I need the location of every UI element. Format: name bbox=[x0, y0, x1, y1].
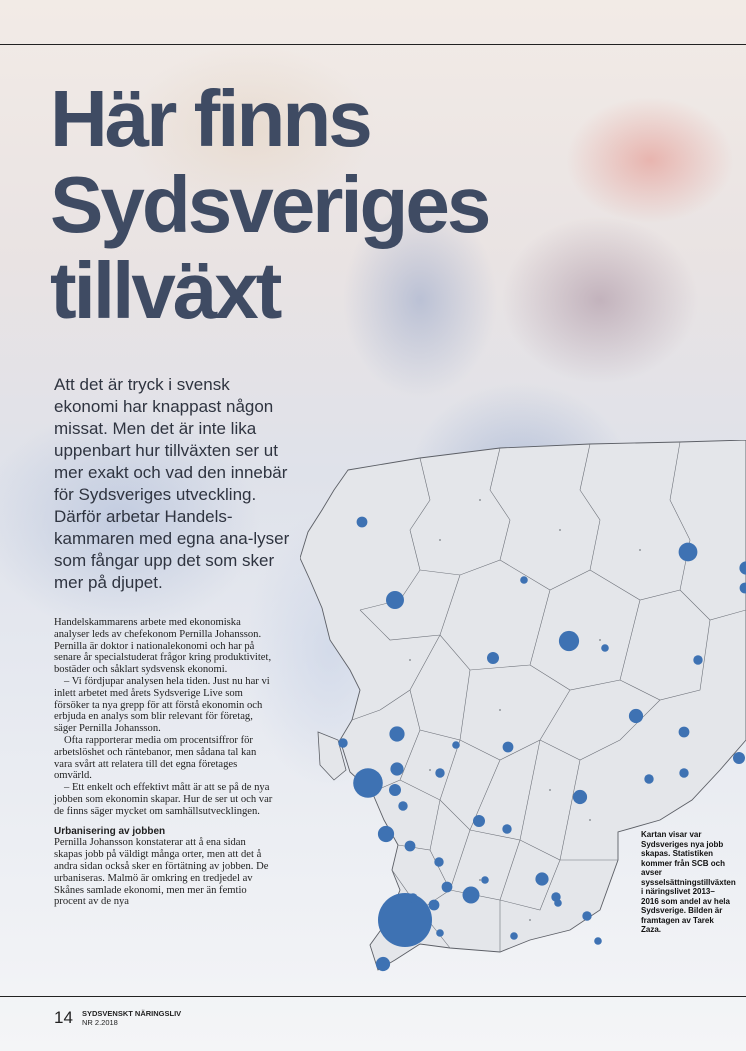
bubble-svedala bbox=[434, 857, 443, 866]
bubble-bromolla bbox=[644, 774, 653, 783]
bubble-klippan bbox=[481, 876, 489, 884]
map-caption: Kartan visar var Sydsveriges nya jobb skapas. Statistiken kommer från SCB och avser sysselsättningstillväxten i näringslivet 2013–2016 som andel av hela Sydsverige. Bilden är framtagen av Tarek Zaza. bbox=[641, 830, 736, 934]
subheading: Urbanisering av jobben bbox=[54, 825, 166, 837]
bubble-staffanstorp bbox=[442, 882, 453, 893]
bubble-emmaboda bbox=[693, 655, 702, 664]
bubble-ronneby bbox=[679, 727, 690, 738]
bubble-horby bbox=[452, 741, 460, 749]
bubble-helsingborg bbox=[353, 768, 383, 798]
headline bbox=[50, 76, 710, 334]
bubble-landskrona bbox=[378, 826, 394, 842]
issue-number: NR 2.2018 bbox=[82, 1018, 118, 1027]
headline-line-2: Sydsveriges bbox=[50, 160, 489, 249]
headline-line-3: tillväxt bbox=[50, 246, 280, 335]
bubble-sjobo bbox=[502, 824, 511, 833]
bubble-hoganas-n bbox=[338, 738, 347, 747]
bubble-eslov bbox=[389, 726, 404, 741]
headline-line-1: Här finns bbox=[50, 74, 370, 163]
bubble-hoganas bbox=[390, 762, 403, 775]
bubble-ystad bbox=[535, 872, 548, 885]
bubble-tingsryd bbox=[601, 644, 609, 652]
bubble-vaxjo bbox=[679, 543, 698, 562]
body-paragraph: – Ett enkelt och effektivt mått är att se på de nya jobben som ekonomin skapar. Hur de ser ut och var de finns säger mycket om samhällsutvecklingen. bbox=[54, 782, 273, 817]
bubble-solvesborg bbox=[594, 937, 602, 945]
bubble-svalov bbox=[436, 929, 444, 937]
bubble-hoor bbox=[473, 815, 485, 827]
body-paragraph: Handelskammarens arbete med ekonomiska analyser leds av chefekonom Pernilla Johansson. Pernilla är doktor i nationalekonomi och har på senare år specialstuderat frågor kring produktivitet, bostäder och såklart sydsvensk ekonomi. bbox=[54, 617, 272, 676]
bubble-lomma bbox=[398, 801, 407, 810]
top-rule bbox=[0, 44, 746, 45]
body-text bbox=[54, 617, 275, 908]
bubble-markaryd bbox=[463, 891, 472, 900]
bubble-hassleholm bbox=[573, 790, 587, 804]
bubble-angelholm bbox=[389, 784, 401, 796]
bubble-alvesta bbox=[554, 899, 562, 907]
bubble-skurup bbox=[429, 900, 440, 911]
bubble-karlskrona bbox=[733, 752, 745, 764]
bubble-hylte bbox=[520, 576, 528, 584]
body-paragraph: – Vi fördjupar analysen hela tiden. Just nu har vi inlett arbetet med årets Sydsverige Live som försöker ta nya grepp för att förstå ekonomin och erbjuda en analys som blir relevant för företag, säger Pernilla Johansson. bbox=[54, 675, 270, 735]
bubble-osby bbox=[503, 742, 514, 753]
bubble-ljungby bbox=[487, 652, 499, 664]
bubble-trelleborg bbox=[376, 957, 390, 971]
body-paragraph: Pernilla Johansson konstaterar att å ena sidan skapas jobb på väldigt många orter, men att det å andra sidan också sker en förtätning av jobben. De urbaniseras. Malmö är omkring en tredjedel av Skånes samlade ekonomi, men mer än femtio procent av de nya bbox=[54, 837, 269, 908]
ingress: Att det är tryck i svensk ekonomi har knappast någon missat. Men det är inte lika uppenbart hur tillväxten ser ut mer exakt och vad den innebär för Sydsveriges utveckling. Därför arbetar Handels-kammaren med egna ana-lyser som fångar upp det som sker mer på djupet. bbox=[54, 375, 290, 592]
bubble-bastad bbox=[357, 517, 368, 528]
bubble-kristianstad bbox=[559, 631, 579, 651]
bubble-perstorp bbox=[510, 932, 518, 940]
bottom-rule bbox=[0, 996, 746, 997]
page-number: 14 bbox=[54, 1008, 73, 1027]
bubble-vellinge bbox=[408, 893, 417, 902]
bubble-karlshamn bbox=[629, 709, 643, 723]
bubble-malmo bbox=[378, 893, 432, 947]
body-paragraph: Ofta rapporterar media om procentsiffror för arbetslöshet och räntebanor, men sådana tal kan vara svårt att relatera till det egna företages omvärld. bbox=[54, 734, 257, 782]
bubble-halmstad bbox=[386, 591, 404, 609]
publication-name: SYDSVENSKT NÄRINGSLIV bbox=[82, 1009, 182, 1018]
bubble-bjuv bbox=[435, 768, 444, 777]
bubble-olofstrom bbox=[679, 768, 688, 777]
bubble-kavlinge bbox=[405, 841, 416, 852]
bubble-tomelilla bbox=[582, 911, 591, 920]
